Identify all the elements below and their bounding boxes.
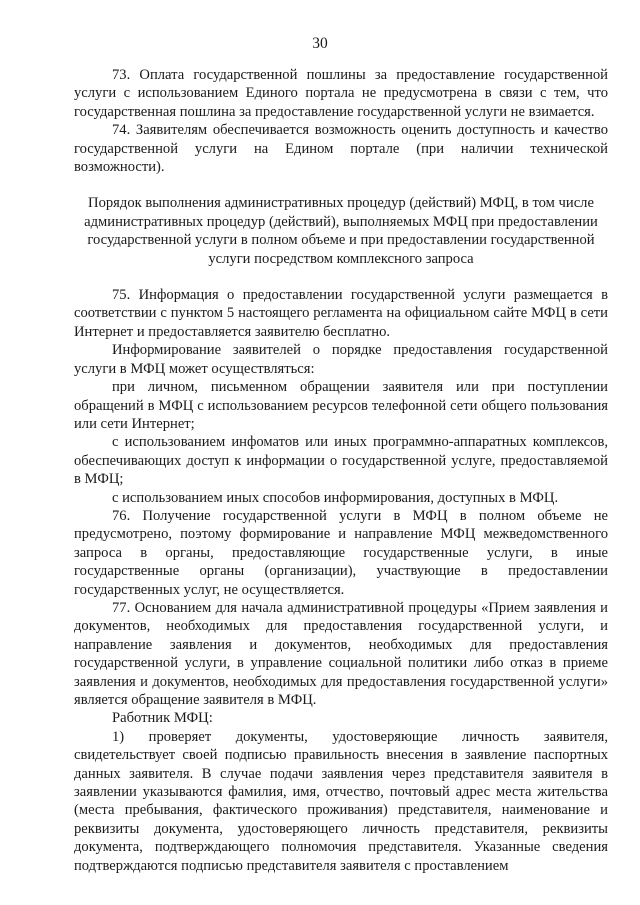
paragraph-77-worker: Работник МФЦ: [112,710,213,727]
paragraph-75-informing: Информирование заявителей о порядке предоставления государственной услуги в МФЦ может осуществляться: [74,342,608,377]
document-body [74,66,608,875]
paragraph-76: 76. Получение государственной услуги в МФЦ в полном объеме не предусмотрено, поэтому формирование и направление МФЦ межведомственного запроса в органы, предоставляющие государственные услуги, в иные государственные органы (организации), участвующие в предоставлении государственных услуг, не осуществляется. [74,507,608,598]
paragraph-75: 75. Информация о предоставлении государственной услуги размещается в соответствии с пунктом 5 настоящего регламента на официальном сайте МФЦ в сети Интернет и предоставляется заявителю бесплатно. [74,287,608,340]
paragraph-75-personal: при личном, письменном обращении заявителя или при поступлении обращений в МФЦ с использованием ресурсов телефонной сети общего пользования или сети Интернет; [74,379,608,432]
paragraph-77-item-1: 1) проверяет документы, удостоверяющие личность заявителя, свидетельствует своей подписью правильность внесения в заявление паспортных данных заявителя. В случае подачи заявления через представителя заявителя в заявлении указываются фамилия, имя, отчество, почтовый адрес места жительства (места пребывания, фактического проживания) представителя, наименование и реквизиты документа, удостоверяющего личность представителя, реквизиты документа, подтверждающего полномочия представителя. Указанные сведения подтверждаются подписью представителя заявителя с проставлением [74,728,608,874]
paragraph-77: 77. Основанием для начала административной процедуры «Прием заявления и документов, необходимых для предоставления государственной услуги, и направление заявления и документов, необходимых для предоставления государственной услуги, в управление социальной политики либо отказ в приеме заявления и документов, необходимых для предоставления государственной услуги» является обращение заявителя в МФЦ. [74,599,608,708]
page-number: 30 [312,35,328,52]
paragraph-73: 73. Оплата государственной пошлины за предоставление государственной услуги с использованием Единого портала не предусмотрена в связи с тем, что государственная пошлина за предоставление государственной услуги не взимается. [74,67,608,120]
paragraph-74: 74. Заявителям обеспечивается возможность оценить доступность и качество государственной услуги на Едином портале (при наличии технической возможности). [74,122,608,176]
paragraph-75-infomats: с использованием инфоматов или иных программно-аппаратных комплексов, обеспечивающих доступ к информации о государственной услуге, предоставляемой в МФЦ; [74,434,608,488]
section-heading: Порядок выполнения административных процедур (действий) МФЦ, в том числе административных процедур (действий), выполняемых МФЦ при предоставлении государственной услуги в полном объеме и при предоставлении государственной услуги посредством комплексного запроса [84,195,598,267]
paragraph-75-other: с использованием иных способов информирования, доступных в МФЦ. [112,489,559,506]
